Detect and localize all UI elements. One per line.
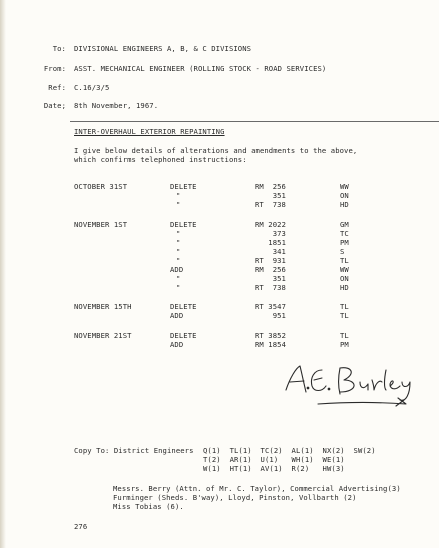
entry-class: RM [255, 265, 264, 274]
entry-class: RM [255, 220, 264, 229]
entry-date: NOVEMBER 21ST [74, 331, 132, 340]
entry-number: 951 [272, 311, 286, 320]
entry-code: PM [340, 238, 349, 247]
from-value: ASST. MECHANICAL ENGINEER (ROLLING STOCK - ROAD SERVICES) [74, 64, 327, 73]
entry-number: 3852 [268, 331, 286, 340]
entry-class: RT [255, 302, 264, 311]
entry-number: 931 [272, 256, 286, 265]
entry-number: 373 [272, 229, 286, 238]
copy-to-label: Copy To: District Engineers [74, 446, 194, 455]
entry-number: 1851 [268, 238, 286, 247]
entry-action: " [176, 274, 181, 283]
ref-value: C.16/3/5 [74, 83, 110, 92]
entry-code: GM [340, 220, 349, 229]
entry-class: RM [255, 340, 264, 349]
entry-number: 738 [272, 200, 286, 209]
entry-number: 351 [272, 191, 286, 200]
entry-action: DELETE [170, 331, 197, 340]
entry-code: ON [340, 274, 349, 283]
to-label: To: [52, 44, 66, 53]
entry-code: WW [340, 265, 349, 274]
copy-to-row-1: Q(1) TL(1) TC(2) AL(1) NX(2) SW(2) [203, 446, 376, 455]
entry-code: HD [340, 200, 349, 209]
entry-code: TL [340, 302, 349, 311]
entry-action: DELETE [170, 220, 197, 229]
intro-line-1: I give below details of alterations and amendments to the above, [74, 146, 358, 155]
entry-code: WW [340, 182, 349, 191]
entry-number: 1854 [268, 340, 286, 349]
entry-number: 351 [272, 274, 286, 283]
entry-number: 256 [272, 265, 286, 274]
from-label: From: [43, 64, 66, 73]
entry-action: " [176, 200, 181, 209]
signature-image [278, 356, 418, 416]
copy-to-row-2: T(2) AR(1) U(1) WH(1) WE(1) [203, 455, 345, 464]
entry-code: HD [340, 283, 349, 292]
entry-code: TL [340, 331, 349, 340]
copy-to-row-3: W(1) HT(1) AV(1) R(2) HW(3) [203, 464, 345, 473]
entry-action: " [176, 191, 181, 200]
entry-action: " [176, 247, 181, 256]
entry-action: ADD [170, 311, 184, 320]
entry-class: RT [255, 200, 264, 209]
page-number: 276 [74, 522, 88, 531]
entry-code: S [340, 247, 345, 256]
entry-action: " [176, 238, 181, 247]
entry-class: RT [255, 331, 264, 340]
messrs-line-1: Messrs. Berry (Attn. of Mr. C. Taylor), Commercial Advertising(3) [113, 484, 401, 493]
entry-number: 2022 [268, 220, 286, 229]
entry-class: RT [255, 256, 264, 265]
entry-action: " [176, 256, 181, 265]
to-value: DIVISIONAL ENGINEERS A, B, & C DIVISIONS [74, 44, 252, 53]
entry-class: RM [255, 182, 264, 191]
entry-action: " [176, 283, 181, 292]
entry-class: RT [255, 283, 264, 292]
entry-code: ON [340, 191, 349, 200]
entry-code: TL [340, 256, 349, 265]
date-value: 8th November, 1967. [74, 101, 159, 110]
entry-action: ADD [170, 340, 184, 349]
entry-code: PM [340, 340, 349, 349]
entry-number: 3547 [268, 302, 286, 311]
subject-heading: INTER-OVERHAUL EXTERIOR REPAINTING [74, 127, 225, 136]
entry-action: " [176, 229, 181, 238]
date-label: Date; [43, 101, 66, 110]
entry-date: NOVEMBER 15TH [74, 302, 132, 311]
entry-action: DELETE [170, 302, 197, 311]
entry-action: ADD [170, 265, 184, 274]
entry-number: 738 [272, 283, 286, 292]
entry-action: DELETE [170, 182, 197, 191]
entry-date: OCTOBER 31ST [74, 182, 128, 191]
messrs-line-3: Miss Tobias (6). [113, 502, 184, 511]
entry-date: NOVEMBER 1ST [74, 220, 128, 229]
entry-number: 341 [272, 247, 286, 256]
entry-number: 256 [272, 182, 286, 191]
entry-code: TL [340, 311, 349, 320]
ref-label: Ref: [48, 83, 66, 92]
entry-code: TC [340, 229, 349, 238]
header-divider [70, 121, 439, 122]
intro-line-2: which confirms telephoned instructions: [74, 155, 247, 164]
messrs-line-2: Furminger (Sheds. B'way), Lloyd, Pinston, Vollbarth (2) [113, 493, 357, 502]
